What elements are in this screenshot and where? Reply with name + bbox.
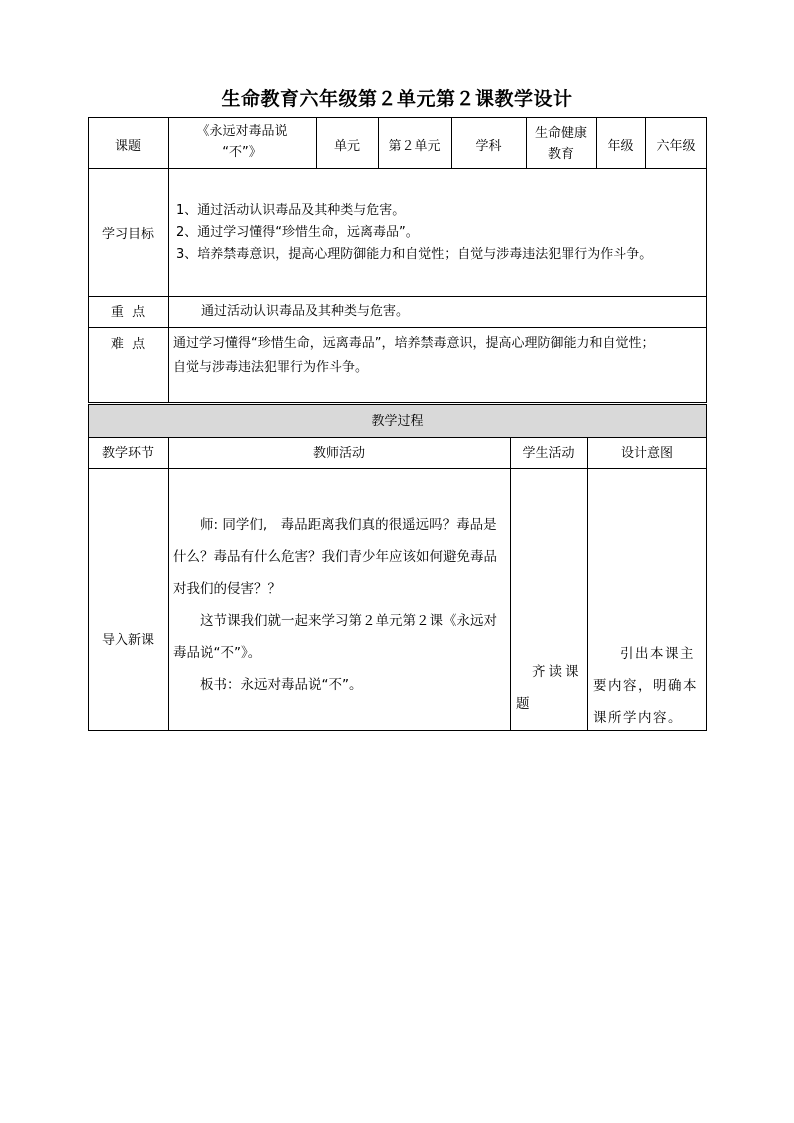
subject-value-line1: 生命健康 — [534, 126, 587, 141]
subject-label: 学科 — [475, 138, 502, 154]
difficulty-value — [173, 332, 705, 380]
difficulty-label: 难 点 — [110, 336, 146, 352]
difficulty-line1: 通过学习懂得“珍惜生命，远离毒品”，培养禁毒意识，提高心理防御能力和自觉性； — [173, 336, 655, 351]
student-activity: 齐读课题 — [516, 664, 582, 712]
teacher-paragraph: 板书：永远对毒品说“不”。 — [200, 677, 363, 693]
column-header-intent: 设计意图 — [620, 445, 673, 461]
key-point-value: 通过活动认识毒品及其种类与危害。 — [201, 304, 410, 319]
key-point-label: 重 点 — [110, 304, 146, 320]
grade-value: 六年级 — [656, 138, 696, 154]
teacher-paragraph: 师: 同学们, 毒品距离我们真的很遥远吗？毒品是什么？毒品有什么危害？我们青少年应该如何避免毒品对我们的侵害？？ — [173, 517, 497, 597]
process-section-title: 教学过程 — [371, 413, 424, 429]
difficulty-line2: 自觉与涉毒违法犯罪行为作斗争。 — [173, 360, 369, 375]
subject-value — [526, 123, 596, 167]
design-intent: 引出本课主要内容，明确本课所学内容。 — [593, 646, 698, 726]
column-header-student: 学生活动 — [522, 445, 575, 461]
objectives-label: 学习目标 — [101, 226, 154, 242]
unit-label: 单元 — [333, 138, 360, 154]
stage-cell: 导入新课 — [101, 632, 154, 648]
subject-value-line2: 教育 — [547, 147, 574, 162]
column-header-stage: 教学环节 — [101, 445, 154, 461]
objective-item: 1、通过活动认识毒品及其种类与危害。 — [176, 203, 406, 218]
lesson-value — [168, 121, 316, 167]
column-header-teacher: 教师活动 — [312, 445, 365, 461]
objective-item: 3、培养禁毒意识，提高心理防御能力和自觉性；自觉与涉毒违法犯罪行为作斗争。 — [176, 247, 653, 262]
teacher-paragraph: 这节课我们就一起来学习第２单元第２课《永远对毒品说“不”》。 — [173, 613, 497, 661]
unit-value: 第２单元 — [388, 138, 441, 154]
objective-item: 2、通过学习懂得“珍惜生命，远离毒品”。 — [176, 225, 419, 240]
grade-label: 年级 — [607, 138, 634, 154]
lesson-value-line1: 《永远对毒品说 — [196, 124, 288, 139]
teacher-activity — [173, 509, 506, 701]
lesson-label: 课题 — [114, 138, 141, 154]
objectives-list — [176, 200, 704, 266]
document-title: 生命教育六年级第２单元第２课教学设计 — [221, 88, 573, 110]
lesson-value-line2: “不”》 — [222, 145, 262, 160]
